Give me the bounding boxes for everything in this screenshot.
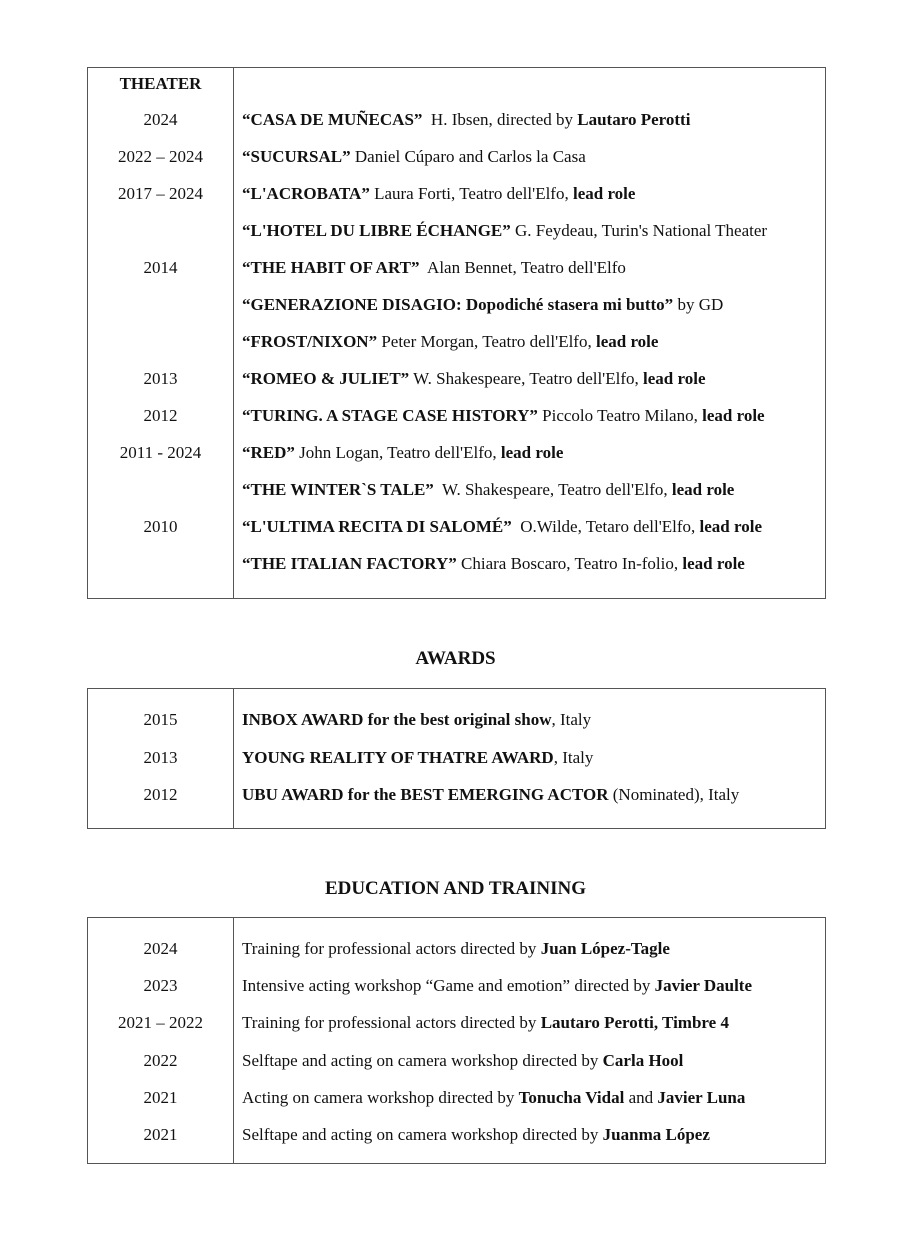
entry-bold-text: Lautaro Perotti, Timbre 4 bbox=[540, 1013, 729, 1033]
entry-text: Piccolo Teatro Milano, bbox=[537, 406, 703, 425]
entry-text: , Italy bbox=[551, 710, 592, 729]
entry-bold-text: YOUNG REALITY OF THATRE AWARD bbox=[242, 747, 554, 767]
entry-text: W. Shakespeare, Teatro dell'Elfo, bbox=[409, 369, 644, 388]
entry-text: H. Ibsen, directed by bbox=[422, 110, 578, 129]
entry-bold-text: “CASA DE MUÑECAS” bbox=[242, 110, 423, 129]
entry-text: Selftape and acting on camera workshop directed by bbox=[242, 1050, 603, 1070]
education-entry bbox=[242, 974, 752, 998]
education-year: 2021 bbox=[143, 1125, 178, 1144]
awards-year: 2013 bbox=[143, 747, 178, 767]
entry-text: and bbox=[624, 1087, 658, 1107]
education-year: 2022 bbox=[143, 1050, 178, 1070]
theater-row bbox=[88, 367, 825, 391]
theater-row bbox=[88, 182, 825, 206]
theater-row bbox=[88, 145, 825, 169]
entry-text: Training for professional actors directed by bbox=[242, 1013, 541, 1033]
entry-text: Intensive acting workshop “Game and emotion” directed by bbox=[242, 976, 655, 996]
awards-row bbox=[88, 783, 825, 807]
awards-row bbox=[88, 746, 825, 770]
entry-bold-text: lead role bbox=[682, 554, 745, 573]
theater-row bbox=[88, 552, 825, 576]
entry-text: G. Feydeau, Turin's National Theater bbox=[510, 221, 768, 240]
theater-row bbox=[88, 108, 825, 132]
theater-row bbox=[88, 515, 825, 539]
entry-bold-text: lead role bbox=[699, 517, 763, 536]
entry-bold-text: “FROST/NIXON” bbox=[242, 332, 378, 351]
theater-year: 2024 bbox=[143, 110, 178, 129]
entry-bold-text: Lautaro Perotti bbox=[577, 110, 691, 129]
theater-row bbox=[88, 219, 825, 243]
theater-entry bbox=[242, 108, 690, 132]
theater-year: 2013 bbox=[143, 369, 178, 388]
awards-year: 2015 bbox=[143, 710, 178, 729]
theater-row bbox=[88, 441, 825, 465]
entry-bold-text: lead role bbox=[572, 184, 636, 203]
entry-bold-text: Juanma López bbox=[602, 1125, 710, 1144]
entry-bold-text: “THE HABIT OF ART” bbox=[242, 258, 420, 277]
entry-text: Selftape and acting on camera workshop directed by bbox=[242, 1125, 603, 1144]
education-row bbox=[88, 1011, 825, 1035]
awards-year: 2012 bbox=[143, 785, 178, 804]
theater-entry bbox=[242, 145, 586, 169]
education-row bbox=[88, 1086, 825, 1110]
entry-bold-text: lead role bbox=[671, 480, 735, 499]
theater-row bbox=[88, 404, 825, 428]
entry-text: Chiara Boscaro, Teatro In-folio, bbox=[456, 554, 683, 573]
education-row bbox=[88, 974, 825, 998]
theater-row bbox=[88, 293, 825, 317]
awards-entry bbox=[242, 783, 739, 807]
entry-bold-text: lead role bbox=[500, 443, 564, 462]
theater-header-row bbox=[88, 72, 825, 96]
education-year: 2023 bbox=[143, 976, 178, 996]
education-entry bbox=[242, 1011, 729, 1035]
entry-text: Laura Forti, Teatro dell'Elfo, bbox=[369, 184, 573, 203]
entry-text: , Italy bbox=[553, 747, 594, 767]
theater-year: 2017 – 2024 bbox=[118, 184, 203, 203]
entry-bold-text: INBOX AWARD for the best original show bbox=[242, 710, 552, 729]
entry-text: O.Wilde, Tetaro dell'Elfo, bbox=[511, 517, 700, 536]
entry-bold-text: “L'HOTEL DU LIBRE ÉCHANGE” bbox=[242, 221, 511, 240]
theater-entry bbox=[242, 367, 706, 391]
entry-bold-text: “ROMEO & JULIET” bbox=[242, 369, 410, 388]
entry-bold-text: “THE WINTER`S TALE” bbox=[242, 480, 434, 499]
education-entry bbox=[242, 937, 670, 961]
entry-bold-text: “GENERAZIONE DISAGIO: Dopodiché stasera mi butto” bbox=[242, 295, 674, 314]
education-year: 2024 bbox=[143, 939, 178, 958]
entry-bold-text: “SUCURSAL” bbox=[242, 147, 351, 166]
awards-title: AWARDS bbox=[415, 648, 496, 669]
entry-text: Daniel Cúparo and Carlos la Casa bbox=[350, 147, 586, 166]
entry-text: by GD bbox=[673, 295, 724, 314]
theater-entry bbox=[242, 293, 723, 317]
entry-bold-text: “L'ULTIMA RECITA DI SALOMÉ” bbox=[242, 517, 512, 536]
theater-entry bbox=[242, 441, 563, 465]
entry-bold-text: lead role bbox=[595, 332, 659, 351]
entry-text: (Nominated), Italy bbox=[608, 785, 740, 804]
theater-entry bbox=[242, 404, 765, 428]
theater-entry bbox=[242, 478, 734, 502]
awards-entry bbox=[242, 708, 591, 732]
education-year: 2021 bbox=[143, 1087, 178, 1107]
entry-bold-text: Javier Luna bbox=[657, 1087, 746, 1107]
theater-entry bbox=[242, 330, 658, 354]
entry-text: Alan Bennet, Teatro dell'Elfo bbox=[419, 258, 626, 277]
education-year: 2021 – 2022 bbox=[118, 1013, 203, 1033]
entry-bold-text: Tonucha Vidal bbox=[518, 1087, 625, 1107]
entry-text: W. Shakespeare, Teatro dell'Elfo, bbox=[433, 480, 672, 499]
education-row bbox=[88, 937, 825, 961]
entry-bold-text: Carla Hool bbox=[602, 1050, 684, 1070]
entry-bold-text: lead role bbox=[643, 369, 706, 388]
theater-year: 2010 bbox=[143, 517, 178, 536]
awards-table bbox=[87, 688, 826, 829]
entry-bold-text: UBU AWARD for the BEST EMERGING ACTOR bbox=[242, 785, 609, 804]
education-table bbox=[87, 917, 826, 1164]
awards-row bbox=[88, 708, 825, 732]
entry-bold-text: “THE ITALIAN FACTORY” bbox=[242, 554, 457, 573]
theater-table bbox=[87, 67, 826, 599]
theater-header: THEATER bbox=[119, 74, 202, 93]
entry-bold-text: Javier Daulte bbox=[654, 976, 753, 996]
theater-entry bbox=[242, 256, 626, 280]
education-title: EDUCATION AND TRAINING bbox=[324, 878, 587, 899]
entry-text: Training for professional actors directed by bbox=[242, 939, 541, 958]
entry-text: John Logan, Teatro dell'Elfo, bbox=[294, 443, 501, 462]
education-entry bbox=[242, 1049, 683, 1073]
education-row bbox=[88, 1123, 825, 1147]
theater-entry bbox=[242, 182, 635, 206]
entry-text: Acting on camera workshop directed by bbox=[242, 1087, 519, 1107]
awards-entry bbox=[242, 746, 593, 770]
theater-year: 2014 bbox=[143, 258, 178, 277]
theater-year: 2022 – 2024 bbox=[118, 147, 203, 166]
education-entry bbox=[242, 1086, 745, 1110]
theater-row bbox=[88, 478, 825, 502]
education-entry bbox=[242, 1123, 710, 1147]
entry-bold-text: “TURING. A STAGE CASE HISTORY” bbox=[242, 406, 538, 425]
theater-entry bbox=[242, 552, 745, 576]
theater-year: 2012 bbox=[143, 406, 178, 425]
entry-bold-text: “L'ACROBATA” bbox=[242, 184, 370, 203]
theater-row bbox=[88, 256, 825, 280]
theater-entry bbox=[242, 219, 767, 243]
theater-entry bbox=[242, 515, 762, 539]
entry-bold-text: Juan López-Tagle bbox=[540, 939, 670, 958]
entry-bold-text: lead role bbox=[702, 406, 765, 425]
theater-year: 2011 - 2024 bbox=[119, 443, 202, 462]
entry-text: Peter Morgan, Teatro dell'Elfo, bbox=[377, 332, 596, 351]
education-row bbox=[88, 1049, 825, 1073]
entry-bold-text: “RED” bbox=[242, 443, 295, 462]
theater-row bbox=[88, 330, 825, 354]
